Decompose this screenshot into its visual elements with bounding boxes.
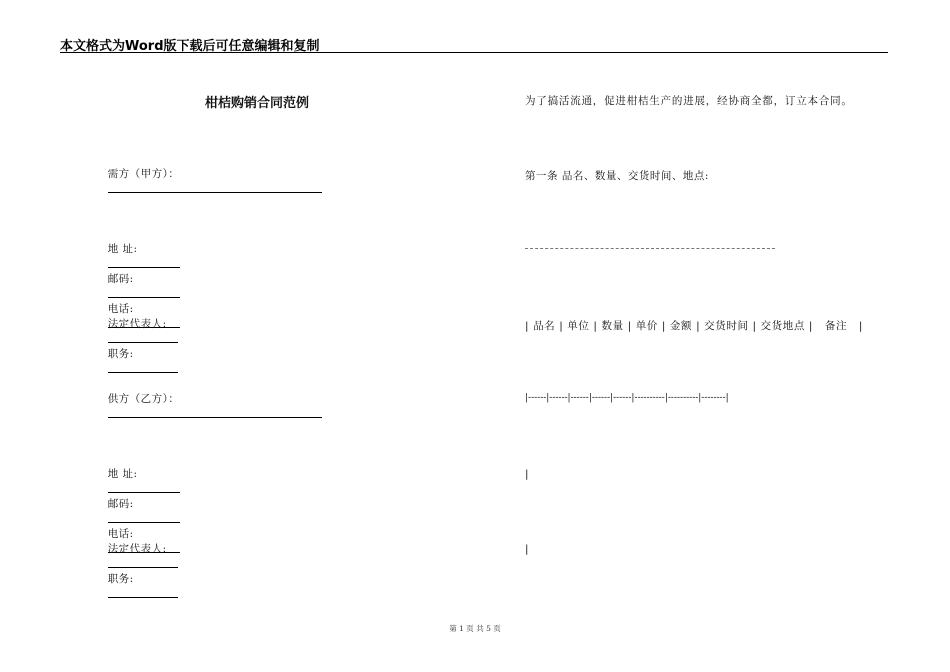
postcode-blank[interactable]	[108, 511, 180, 523]
table-row-2: |	[525, 543, 530, 555]
address-blank[interactable]	[108, 481, 180, 493]
header-rule	[60, 52, 888, 53]
phone-label: 电话:	[107, 528, 134, 540]
position-label: 职务:	[107, 573, 134, 585]
address-label: 地 址:	[107, 468, 138, 480]
table-separator-row: |------|------|------|------|------|----------|----------|--------|	[525, 393, 729, 403]
seller-blank[interactable]	[108, 406, 322, 418]
address-label: 地 址:	[107, 243, 138, 255]
rep-blank[interactable]	[108, 331, 178, 343]
article-1-heading: 第一条 品名、数量、交货时间、地点:	[525, 170, 709, 182]
buyer-label: 需方（甲方）：	[107, 168, 180, 180]
seller-rep-line	[100, 529, 178, 601]
table-header-row: | 品名 | 单位 | 数量 | 单价 | 金额 | 交货时间 | 交货地点 | 备注 |	[525, 320, 863, 332]
position-blank[interactable]	[108, 586, 178, 598]
table-row-1: |	[525, 468, 530, 480]
page-number: 第 1 页 共 5 页	[449, 624, 501, 633]
postcode-label: 邮码:	[107, 498, 134, 510]
position-blank[interactable]	[108, 361, 178, 373]
phone-label: 电话:	[107, 303, 134, 315]
postcode-label: 邮码:	[107, 273, 134, 285]
document-title: 柑桔购销合同范例	[205, 96, 310, 111]
buyer-blank[interactable]	[108, 181, 322, 193]
seller-label: 供方（乙方）：	[107, 393, 180, 405]
address-blank[interactable]	[108, 256, 180, 268]
intro-paragraph: 为了搞活流通，促进柑桔生产的进展，经协商全都，订立本合同。	[525, 95, 853, 107]
buyer-rep-line	[100, 304, 178, 376]
dashed-separator	[525, 248, 775, 249]
document-header: 本文格式为Word版下载后可任意编辑和复制	[60, 39, 320, 54]
position-label: 职务:	[107, 348, 134, 360]
postcode-blank[interactable]	[108, 286, 180, 298]
rep-blank[interactable]	[108, 556, 178, 568]
rep-label: 法定代表人:	[107, 318, 167, 330]
buyer-line	[100, 154, 322, 196]
seller-line	[100, 379, 322, 421]
rep-label: 法定代表人:	[107, 543, 167, 555]
